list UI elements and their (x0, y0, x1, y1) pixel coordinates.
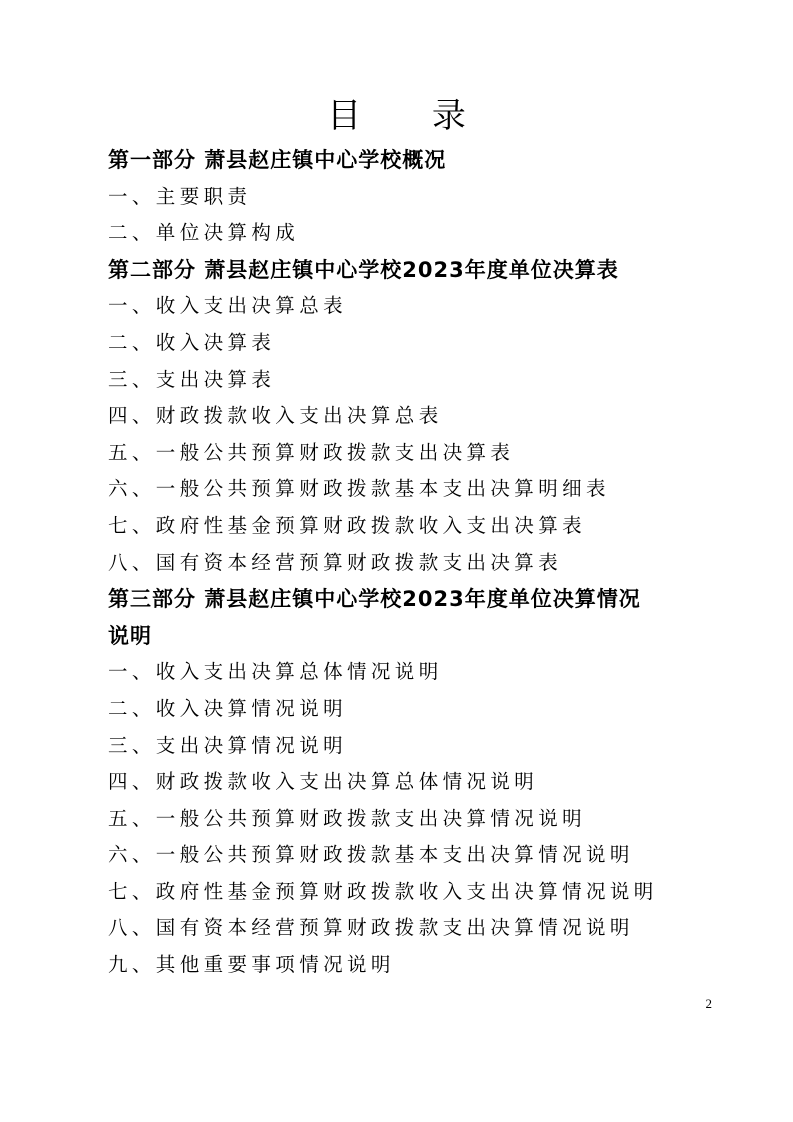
toc-item: 八、国有资本经营预算财政拨款支出决算表 (108, 550, 563, 574)
toc-part-heading: 第二部分 萧县赵庄镇中心学校2023年度单位决算表 (108, 257, 619, 282)
toc-item: 七、政府性基金预算财政拨款收入支出决算表 (108, 513, 587, 537)
page-title: 目 录 (327, 96, 496, 136)
toc-part-heading: 第一部分 萧县赵庄镇中心学校概况 (108, 148, 447, 172)
toc-item: 一、收入支出决算总体情况说明 (108, 660, 443, 684)
toc-item: 二、单位决算构成 (108, 221, 300, 245)
toc-item: 三、支出决算情况说明 (108, 733, 348, 757)
table-of-contents (108, 142, 728, 984)
toc-item: 三、支出决算表 (108, 367, 276, 391)
toc-part-heading: 第三部分 萧县赵庄镇中心学校2023年度单位决算情况 (108, 587, 641, 612)
toc-item: 四、财政拨款收入支出决算总体情况说明 (108, 770, 539, 794)
toc-item: 九、其他重要事项情况说明 (108, 953, 395, 977)
toc-item: 六、一般公共预算财政拨款基本支出决算情况说明 (108, 843, 634, 867)
toc-item: 二、收入决算表 (108, 330, 276, 354)
toc-part-heading-continued: 说明 (108, 623, 152, 648)
page-number: 2 (705, 996, 712, 1011)
toc-item: 一、主要职责 (108, 184, 252, 208)
toc-item: 一、收入支出决算总表 (108, 294, 348, 318)
toc-item: 七、政府性基金预算财政拨款收入支出决算情况说明 (108, 879, 658, 903)
toc-item: 四、财政拨款收入支出决算总表 (108, 404, 443, 428)
toc-item: 二、收入决算情况说明 (108, 696, 348, 720)
toc-item: 八、国有资本经营预算财政拨款支出决算情况说明 (108, 916, 634, 940)
toc-item: 五、一般公共预算财政拨款支出决算表 (108, 440, 515, 464)
toc-item: 五、一般公共预算财政拨款支出决算情况说明 (108, 806, 587, 830)
toc-item: 六、一般公共预算财政拨款基本支出决算明细表 (108, 477, 610, 501)
